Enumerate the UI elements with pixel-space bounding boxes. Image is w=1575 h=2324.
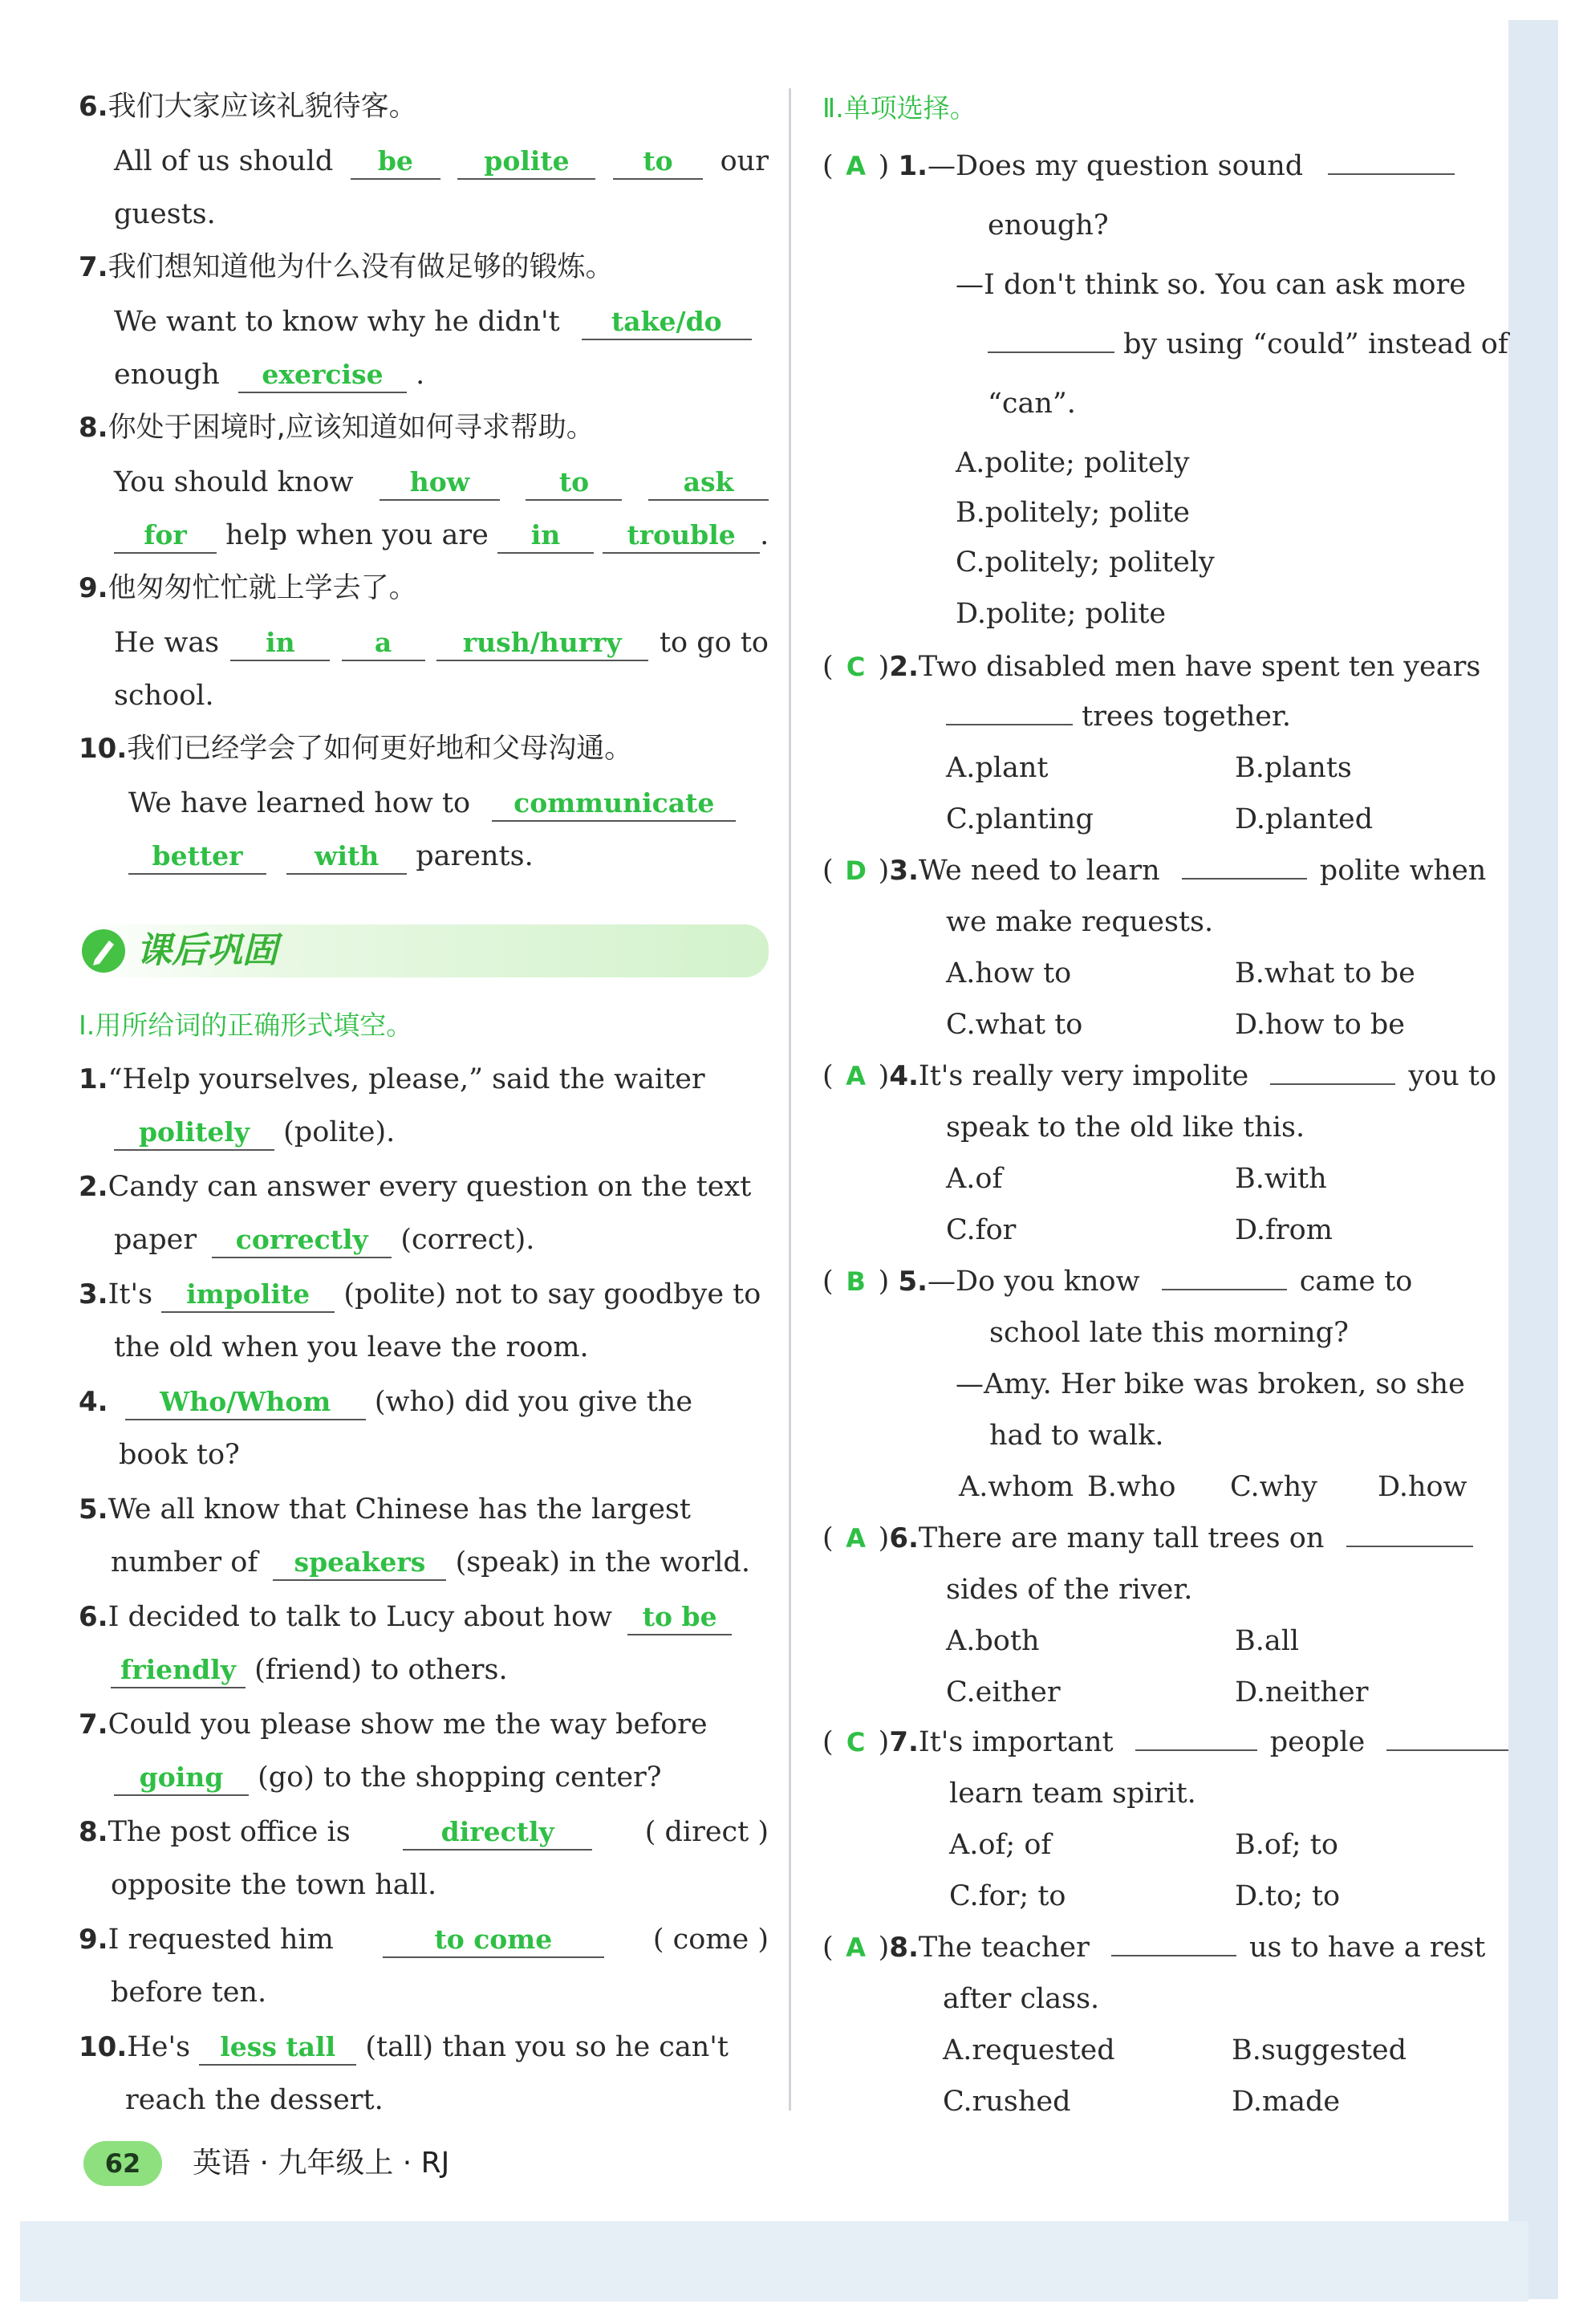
option: D.planted — [1235, 803, 1374, 835]
option: D.polite; polite — [956, 598, 1167, 630]
option: C.either — [946, 1676, 1061, 1708]
answer-blank: to — [526, 465, 622, 501]
answer-blank: communicate — [492, 786, 736, 822]
mc-question-3: ( D )3.We need to learn polite when — [822, 844, 1504, 897]
translation-8-cont: for help when you are in trouble . — [114, 509, 769, 562]
option: A.polite; politely — [956, 447, 1190, 479]
fill-question-5: 5.We all know that Chinese has the largest — [79, 1493, 691, 1526]
answer-blank: for — [114, 518, 217, 554]
fill-question-8: 8.The post office is directly ( direct ) — [79, 1806, 769, 1859]
option: A.how to — [946, 957, 1072, 989]
option: A.both — [946, 1625, 1040, 1657]
answer-blank: be — [351, 144, 440, 180]
mc-question-7-line2: learn team spirit. — [949, 1778, 1196, 1810]
answer-blank: with — [286, 839, 407, 875]
answer-blank: a — [342, 626, 425, 661]
question-blank — [1386, 1719, 1508, 1751]
mc-question-1-line2: enough? — [988, 209, 1109, 242]
answer-choice: D — [845, 855, 867, 886]
answer-blank: less tall — [199, 2030, 356, 2066]
option: B.all — [1235, 1625, 1300, 1657]
question-blank — [1346, 1515, 1473, 1547]
option: B.of; to — [1235, 1829, 1338, 1861]
answer-blank: to — [613, 144, 703, 180]
mc-question-5: ( B ) 5.—Do you know came to — [822, 1255, 1504, 1308]
fill-question-5-cont: number of speakers (speak) in the world. — [111, 1536, 769, 1589]
answer-blank: in — [230, 626, 330, 661]
answer-choice: A — [846, 1523, 867, 1554]
fill-question-1-cont: politely (polite). — [114, 1106, 769, 1159]
answer-blank: how — [380, 465, 500, 501]
option: D.to; to — [1235, 1880, 1341, 1912]
section-banner — [79, 924, 769, 977]
fill-question-10: 10.He's less tall (tall) than you so he can't — [79, 2021, 769, 2074]
question-blank — [1111, 1924, 1236, 1956]
footer-label: 英语 · 九年级上 · RJ — [193, 2147, 450, 2180]
answer-choice: B — [846, 1266, 866, 1297]
page-edge-right — [1508, 20, 1558, 2299]
mc-question-7: ( C )7.It's important people — [822, 1716, 1504, 1769]
fill-question-8-cont: opposite the town hall. — [111, 1869, 437, 1901]
option: C.politely; politely — [956, 546, 1215, 579]
translation-9-cont: school. — [114, 680, 214, 712]
option: A.of; of — [949, 1829, 1052, 1861]
fill-question-2-cont: paper correctly (correct). — [114, 1213, 769, 1266]
fill-question-4: 4. Who/Whom (who) did you give the — [79, 1375, 769, 1428]
question-blank — [1162, 1258, 1287, 1290]
translation-6-prompt: 6.我们大家应该礼貌待客。 — [79, 91, 417, 123]
mc-question-2-line2: trees together. — [946, 690, 1504, 743]
mc-question-6: ( A )6.There are many tall trees on — [822, 1512, 1504, 1565]
option: D.how — [1378, 1471, 1467, 1503]
translation-9-prompt: 9.他匆匆忙忙就上学去了。 — [79, 572, 417, 604]
answer-blank: directly — [403, 1815, 592, 1851]
answer-choice: A — [846, 1061, 867, 1091]
translation-10-line: We have learned how to communicate — [128, 777, 769, 830]
mc-question-1: ( A ) 1.—Does my question sound — [822, 140, 1504, 193]
fill-question-1: 1.“Help yourselves, please,” said the waiter — [79, 1063, 705, 1095]
mc-question-5-line4: had to walk. — [989, 1420, 1164, 1452]
option: D.how to be — [1235, 1009, 1406, 1041]
pencil-icon — [82, 929, 125, 973]
mc-question-8: ( A )8.The teacher us to have a rest — [822, 1921, 1504, 1974]
section-2-title: Ⅱ.单项选择。 — [822, 92, 976, 124]
answer-choice: C — [846, 652, 866, 682]
fill-question-3: 3.It's impolite (polite) not to say goodbye to — [79, 1268, 769, 1321]
answer-blank: to come — [383, 1923, 604, 1958]
fill-question-9: 9.I requested him to come ( come ) — [79, 1913, 769, 1966]
mc-question-8-line2: after class. — [943, 1983, 1100, 2015]
translation-6-line: All of us should be polite to our — [114, 135, 769, 188]
answer-blank: take/do — [582, 305, 752, 340]
column-divider — [789, 88, 791, 2111]
answer-blank: in — [497, 518, 594, 554]
mc-question-1-line4: by using “could” instead of — [988, 318, 1504, 371]
translation-6-cont: guests. — [114, 198, 216, 230]
fill-question-2: 2.Candy can answer every question on the text — [79, 1171, 752, 1203]
banner-title: 课后巩固 — [136, 930, 278, 971]
fill-question-7: 7.Could you please show me the way before — [79, 1708, 708, 1741]
translation-7-cont: enough exercise . — [114, 348, 769, 401]
answer-blank: correctly — [212, 1223, 392, 1258]
option: B.suggested — [1232, 2034, 1407, 2066]
fill-question-6-cont: friendly (friend) to others. — [111, 1643, 769, 1696]
fill-question-4-cont: book to? — [119, 1439, 240, 1471]
answer-blank: ask — [648, 465, 769, 501]
translation-10-prompt: 10.我们已经学会了如何更好地和父母沟通。 — [79, 733, 633, 765]
translation-10-cont: better with parents. — [128, 830, 769, 883]
option: B.what to be — [1235, 957, 1415, 989]
mc-question-5-line3: —Amy. Her bike was broken, so she — [956, 1368, 1465, 1400]
option: A.plant — [946, 752, 1049, 784]
option: B.with — [1235, 1163, 1327, 1195]
answer-blank: exercise — [238, 358, 407, 393]
option: B.who — [1087, 1471, 1176, 1503]
answer-blank: trouble — [603, 518, 760, 554]
question-blank — [988, 321, 1114, 353]
mc-question-4: ( A )4.It's really very impolite you to — [822, 1050, 1504, 1103]
question-blank — [1182, 847, 1307, 880]
option: A.of — [946, 1163, 1003, 1195]
answer-blank: friendly — [111, 1653, 246, 1688]
fill-question-10-cont: reach the dessert. — [125, 2084, 384, 2116]
page-number: 62 — [83, 2141, 162, 2186]
mc-question-1-line5: “can”. — [988, 388, 1076, 420]
mc-question-6-line2: sides of the river. — [946, 1574, 1193, 1606]
question-blank — [1135, 1719, 1257, 1751]
mc-question-2: ( C )2.Two disabled men have spent ten years — [822, 640, 1504, 693]
option: D.made — [1232, 2086, 1341, 2118]
question-blank — [1328, 143, 1455, 175]
answer-blank: polite — [457, 144, 595, 180]
answer-blank: Who/Whom — [125, 1385, 366, 1420]
answer-blank: impolite — [161, 1278, 335, 1313]
translation-8-line: You should know how to ask — [114, 456, 769, 509]
translation-9-line: He was in a rush/hurry to go to — [114, 616, 769, 669]
question-blank — [946, 693, 1073, 725]
mc-question-3-line2: we make requests. — [946, 906, 1214, 938]
mc-question-1-line3: —I don't think so. You can ask more — [956, 269, 1466, 301]
option: C.rushed — [943, 2086, 1071, 2118]
translation-8-prompt: 8.你处于困境时,应该知道如何寻求帮助。 — [79, 412, 595, 444]
answer-blank: speakers — [273, 1546, 446, 1581]
answer-blank: to be — [627, 1600, 732, 1635]
option: A.whom — [959, 1471, 1074, 1503]
option: D.neither — [1235, 1676, 1369, 1708]
section-1-title: Ⅰ.用所给词的正确形式填空。 — [79, 1010, 413, 1041]
answer-choice: A — [846, 151, 867, 181]
fill-question-9-cont: before ten. — [111, 1977, 267, 2009]
option: D.from — [1235, 1214, 1333, 1246]
option: C.for; to — [949, 1880, 1066, 1912]
translation-7-line: We want to know why he didn't take/do — [114, 295, 769, 348]
mc-question-4-line2: speak to the old like this. — [946, 1111, 1305, 1144]
answer-blank: better — [128, 839, 266, 875]
page-edge-bottom — [20, 2221, 1528, 2302]
fill-question-6: 6.I decided to talk to Lucy about how to be — [79, 1591, 769, 1643]
option: C.for — [946, 1214, 1017, 1246]
answer-blank: rush/hurry — [436, 626, 648, 661]
option: B.plants — [1235, 752, 1352, 784]
mc-question-5-line2: school late this morning? — [989, 1317, 1349, 1349]
option: C.what to — [946, 1009, 1083, 1041]
question-blank — [1270, 1053, 1395, 1085]
option: C.planting — [946, 803, 1094, 835]
fill-question-3-cont: the old when you leave the room. — [114, 1331, 589, 1363]
answer-blank: politely — [114, 1115, 274, 1151]
fill-question-7-cont: going (go) to the shopping center? — [114, 1751, 769, 1804]
option: B.politely; polite — [956, 497, 1191, 529]
answer-blank: going — [114, 1761, 249, 1796]
option: C.why — [1230, 1471, 1317, 1503]
answer-choice: C — [846, 1727, 866, 1757]
option: A.requested — [943, 2034, 1115, 2066]
translation-7-prompt: 7.我们想知道他为什么没有做足够的锻炼。 — [79, 251, 614, 283]
answer-choice: A — [846, 1932, 867, 1963]
